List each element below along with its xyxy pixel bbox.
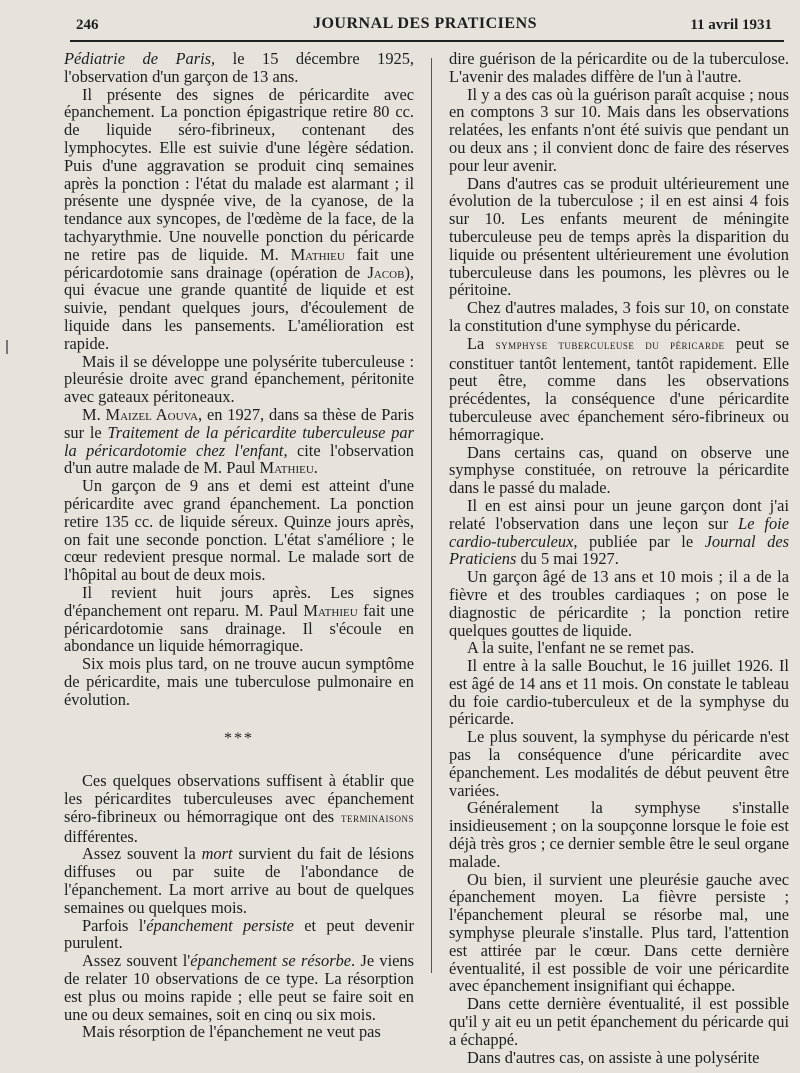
paragraph: Dans d'autres cas se produit ultérieurement une évolution de la tuberculose ; il en est ainsi 4 fois sur 10. Les enfants meurent de méningite tuberculeuse peu de temps après la disparition du liquide ou présentent ultérieurement une évolution tuberculeuse dans les poumons, les plèvres ou le péritoine. <box>449 173 789 300</box>
header-rule <box>70 40 784 42</box>
paragraph <box>64 86 414 353</box>
author-name: Mathieu <box>259 458 314 478</box>
text: , cite l'observation d'un autre malade de M. Paul <box>64 440 414 478</box>
emphasis: épanchement se résorbe <box>190 951 352 971</box>
journal-title: JOURNAL DES PRATICIENS <box>312 15 538 32</box>
running-header <box>62 14 788 38</box>
issue-date: 11 avril 1931 <box>690 17 772 33</box>
section-keyword: symphyse tuberculeuse du péricarde <box>495 337 725 352</box>
text: . <box>313 458 318 478</box>
journal-name: Journal des Praticiens <box>449 531 789 569</box>
page-number: 246 <box>76 17 99 33</box>
paragraph: Dans cette dernière éventualité, il est possible qu'il y ait eu un petit épanchement du péricarde qui a échappé. <box>449 994 789 1049</box>
text: Il présente des signes de péricardite avec épanchement. La ponction épigastrique retire 80 cc. de liquide séro-fibrineux, contenant des lymphocytes. Elle est suivie d'une légère sédation. Puis d'une aggravation se produit cinq semaines après la ponction : l'état du malade est alarmant ; il présente une dyspnée vive, de la cyanose, de la tendance aux syncopes, de l'œdème de la face, de la tachyarythmie. Une nouvelle ponction du péricarde ne retire pas de liquide. M. <box>64 84 414 264</box>
lecture-title: Le foie cardio-tuberculeux <box>449 513 789 551</box>
text: La <box>467 333 496 353</box>
thesis-title: Traitement de la péricardite tuberculeuse par la péricardotomie chez l'enfant <box>64 422 414 460</box>
paragraph <box>449 335 789 444</box>
paragraph: Un garçon de 9 ans et demi est atteint d'une péricardite avec grand épanchement. La ponction retire 135 cc. de liquide séreux. Quinze jours après, on fait une seconde ponction. L'état s'améliore ; le cœur redevient presque normal. Le malade sort de l'hôpital au bout de deux mois. <box>64 476 414 585</box>
emphasis: mort <box>201 844 233 864</box>
text: Il en est ainsi pour un jeune garçon dont j'ai relaté l'observation dans une leçon sur <box>449 495 789 533</box>
text: le 15 décembre 1925, l'observation d'un garçon de 13 ans. <box>64 49 414 86</box>
text: M. <box>82 404 106 424</box>
journal-name: Pédiatrie de Paris, <box>64 49 216 68</box>
text: ), qui évacue une grande quantité de liquide et est suivie, pendant quelques jours, d'écoulement de liquide dans les pansements. L'amélioration est rapide. <box>64 262 414 353</box>
text: , en 1927, dans sa thèse de Paris sur le <box>64 404 414 442</box>
section-keyword: terminaisons <box>340 810 414 825</box>
text: et peut devenir purulent. <box>64 915 414 953</box>
text: différentes. <box>64 826 138 846</box>
paragraph <box>64 772 414 845</box>
text: survient du fait de lésions diffuses ou par suite de l'abondance de l'épanchement. La mort arrive au bout de quelques semaines ou quelques mois. <box>64 844 414 917</box>
paragraph <box>64 406 414 477</box>
paragraph: Dans d'autres cas, on assiste à une polysérite <box>467 1047 760 1067</box>
emphasis: épanchement persiste <box>146 915 294 935</box>
text: Assez souvent l' <box>82 951 191 971</box>
author-name: Mathieu <box>290 244 345 264</box>
paragraph <box>449 497 789 568</box>
text: Assez souvent la <box>82 844 202 864</box>
paragraph: A la suite, l'enfant ne se remet pas. <box>467 638 695 658</box>
text: . Je viens de relater 10 observations de ce type. La résorption est plus ou moins rapide ; elle peut se faire soit en une ou deux semaines, soit en cinq ou six mois. <box>64 951 414 1024</box>
paragraph <box>64 845 414 916</box>
author-name: Jacob <box>367 262 405 282</box>
paragraph: Mais résorption de l'épanchement ne veut pas <box>82 1022 381 1042</box>
paragraph: Ou bien, il survient une pleurésie gauche avec épanchement moyen. La fièvre persiste ; l'épanchement pleural se résorbe mal, une symphyse pleurale s'installe. Plus tard, l'attention est attirée par le cœur. Dans cette dernière éventualité, il est possible de voir une péricardite avec épanchement insignifiant qui échappe. <box>449 869 789 996</box>
paragraph <box>64 584 414 655</box>
author-name: Mathieu <box>303 600 358 620</box>
paragraph <box>64 917 414 953</box>
margin-mark <box>6 340 8 354</box>
text: fait une péricardotomie sans drainage (opération de <box>64 244 414 282</box>
text: , publiée par le <box>573 531 705 551</box>
paragraph: Dans certains cas, quand on observe une symphyse constituée, on retrouve la péricardite dans le passé du malade. <box>449 442 789 498</box>
text: peut se constituer tantôt lentement, tantôt rapidement. Elle peut être, comme dans les observations précédentes, la conséquence d'une péricardite tuberculeuse avec épanchement séro-fibrineux ou hémorragique. <box>449 333 789 444</box>
paragraph: Il y a des cas où la guérison paraît acquise ; nous en comptons 3 sur 10. Mais dans les observations relatées, les enfants n'ont été suivis que pendant un ou deux ans ; il convient donc de faire des réserves pour leur avenir. <box>449 84 789 175</box>
text: Parfois l' <box>82 915 147 935</box>
left-column <box>64 50 414 1041</box>
paragraph <box>64 952 414 1023</box>
right-column <box>449 50 789 1066</box>
paragraph: Six mois plus tard, on ne trouve aucun symptôme de péricardite, mais une tuberculose pulmonaire en évolution. <box>64 654 414 709</box>
text: du 5 mai 1927. <box>516 549 619 569</box>
text: Ces quelques observations suffisent à établir que les péricardites tuberculeuses avec épanchement séro-fibrineux ou hémorragique ont des <box>64 771 414 826</box>
paragraph: Chez d'autres malades, 3 fois sur 10, on constate la constitution d'une symphyse du péricarde. <box>449 298 789 335</box>
paragraph: dire guérison de la péricardite ou de la tuberculose. L'avenir des malades diffère de l'un à l'autre. <box>449 49 789 86</box>
paragraph: Généralement la symphyse s'installe insidieusement ; on la soupçonne lorsque le foie est déjà très gros ; ce dernier semble être le seul organe malade. <box>449 798 789 871</box>
paragraph: Il entre à la salle Bouchut, le 16 juillet 1926. Il est âgé de 14 ans et 11 mois. On constate le tableau du foie cardio-tuberculeux et de la symphyse du péricarde. <box>449 656 789 729</box>
paragraph: Mais il se développe une polysérite tuberculeuse : pleurésie droite avec grand épanchement, péritonite avec gateaux péritoneaux. <box>64 351 414 407</box>
author-name: Maizel Aouva <box>105 404 199 424</box>
paragraph: Le plus souvent, la symphyse du péricarde n'est pas la conséquence d'une péricardite avec épanchement. Les modalités de début peuvent être variées. <box>449 727 789 800</box>
paragraph: Un garçon âgé de 13 ans et 10 mois ; il a de la fièvre et des troubles cardiaques ; on pose le diagnostic de péricardite ; la ponction retire quelques gouttes de liquide. <box>449 567 789 640</box>
section-asterism: *** <box>224 730 254 748</box>
paragraph <box>64 50 414 86</box>
column-divider <box>431 58 432 973</box>
text: fait une péricardotomie sans drainage. Il s'écoule en abondance un liquide hémorragique. <box>64 600 414 656</box>
text: Il revient huit jours après. Les signes d'épanchement ont reparu. M. Paul <box>64 582 414 620</box>
